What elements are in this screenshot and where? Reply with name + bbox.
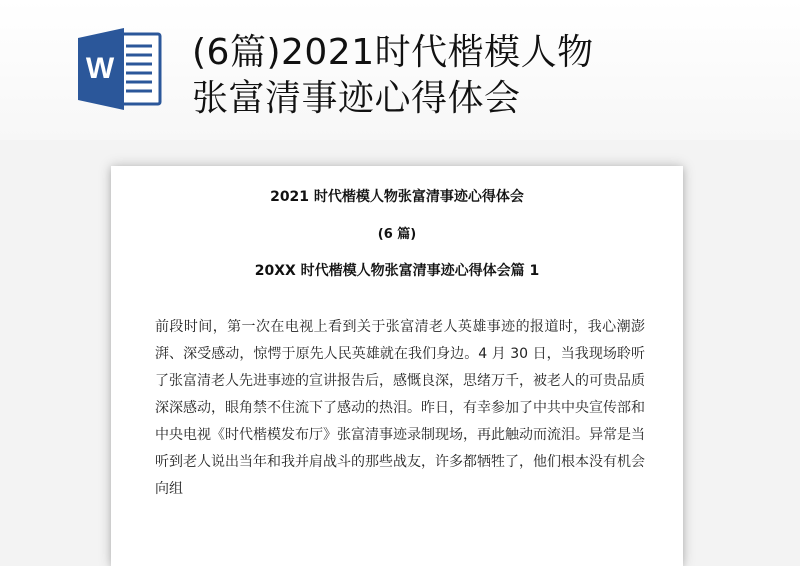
page-title-line-2: 张富清事迹心得体会: [192, 78, 521, 119]
document-page-preview: [111, 166, 683, 566]
document-subtitle: (6 篇): [377, 227, 417, 242]
document-section-heading: 20XX 时代楷模人物张富清事迹心得体会篇 1: [254, 263, 540, 279]
word-document-icon: [76, 26, 164, 112]
page-title: [192, 30, 752, 122]
document-paragraph: 前段时间，第一次在电视上看到关于张富清老人英雄事迹的报道时，我心潮澎湃、深受感动，惊愕于原先人民英雄就在我们身边。4 月 30 日，当我现场聆听了张富清老人先进事迹的宣讲报告后，感慨良深，思绪万千，被老人的可贵品质深深感动，眼角禁不住流下了感动的热泪。昨日，有幸参加了中共中央宣传部和中央电视《时代楷模发布厅》张富清事迹录制现场，再此触动而流泪。异常是当听到老人说出当年和我并肩战斗的那些战友，许多都牺牲了，他们根本没有机会向组: [155, 319, 645, 497]
page-title-line-1: (6篇)2021时代楷模人物: [192, 32, 594, 73]
document-body: [155, 314, 645, 503]
header-banner: [0, 0, 800, 140]
svg-text:W: W: [85, 52, 115, 85]
document-title: 2021 时代楷模人物张富清事迹心得体会: [270, 189, 524, 205]
